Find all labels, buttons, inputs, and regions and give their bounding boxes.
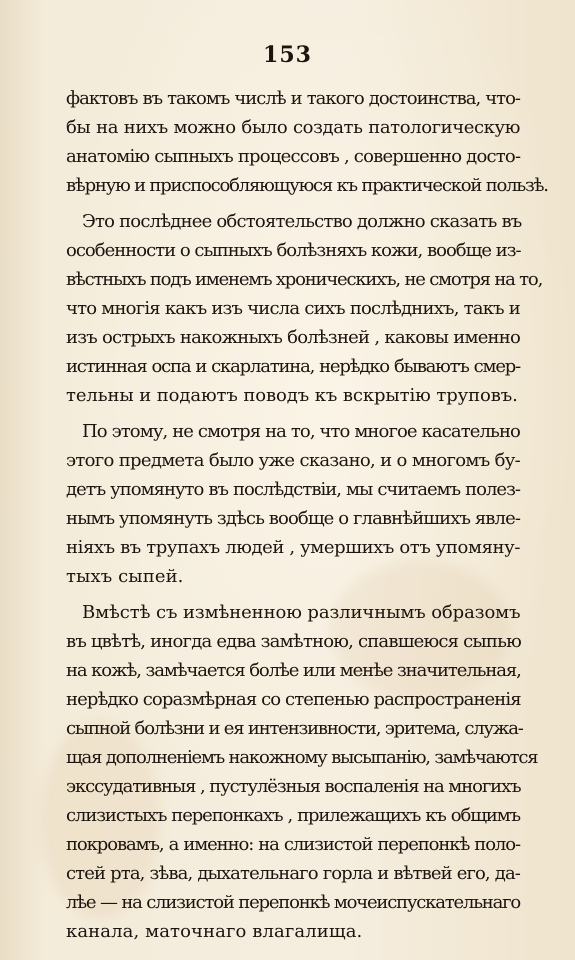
text-line: вѣстныхъ подъ именемъ хроническихъ, не смотря на то, — [66, 269, 543, 290]
text-line: тыхъ сыпей. — [66, 566, 184, 587]
text-line: нымъ упомянуть здѣсь вообще о главнѣйшихъ явле- — [66, 508, 521, 529]
text-line: что многія какъ изъ числа сихъ послѣднихъ, такъ и — [66, 298, 520, 319]
text-line: истинная оспа и скарлатина, нерѣдко бываютъ смер- — [66, 356, 520, 377]
text-line: экссудативныя , пустулёзныя воспаленія на многихъ — [66, 776, 521, 797]
text-line: изъ острыхъ накожныхъ болѣзней , каковы именно — [66, 327, 520, 348]
text-line: По этому, не смотря на то, что многое касательно — [82, 421, 520, 442]
text-line: фактовъ въ такомъ числѣ и такого достоинства, что- — [66, 88, 520, 109]
text-line: на кожѣ, замѣчается болѣе или менѣе значительная, — [66, 660, 521, 681]
text-line: лѣе — на слизистой перепонкѣ мочеиспускательнаго — [66, 892, 520, 913]
text-line: бы на нихъ можно было создать патологическую — [66, 117, 520, 138]
text-line: Вмѣстѣ съ измѣненною различнымъ образомъ — [82, 602, 521, 623]
text-line: сыпной болѣзни и ея интензивности, эритема, служа- — [66, 718, 523, 739]
text-line: особенности о сыпныхъ болѣзняхъ кожи, вообще из- — [66, 240, 521, 261]
text-line: щая дополненіемъ накожному высыпанію, замѣчаются — [66, 747, 538, 768]
text-line: детъ упомянуто въ послѣдствіи, мы считаемъ полез- — [66, 479, 520, 500]
text-line: канала, маточнаго влагалища. — [66, 921, 363, 942]
text-line: нерѣдко соразмѣрная со степенью распространенія — [66, 689, 521, 710]
text-line: этого предмета было уже сказано, и о многомъ бу- — [66, 450, 520, 471]
text-line: анатомію сыпныхъ процессовъ , совершенно досто- — [66, 146, 521, 167]
text-line: вѣрную и приспособляющуюся къ практической пользѣ. — [66, 175, 548, 196]
text-line: ніяхъ въ трупахъ людей , умершихъ отъ упомяну- — [66, 537, 520, 558]
text-line: въ цвѣтѣ, иногда едва замѣтною, спавшеюся сыпью — [66, 631, 521, 652]
text-line: Это послѣднее обстоятельство должно сказать въ — [82, 211, 522, 232]
text-line: слизистыхъ перепонкахъ , прилежащихъ къ общимъ — [66, 805, 520, 826]
page-number: 153 — [263, 42, 312, 68]
text-line: стей рта, зѣва, дыхательнаго горла и вѣтвей его, да- — [66, 863, 520, 884]
text-line: покровамъ, а именно: на слизистой перепонкѣ поло- — [66, 834, 520, 855]
text-line: тельны и подаютъ поводъ къ вскрытію труповъ. — [66, 385, 518, 406]
